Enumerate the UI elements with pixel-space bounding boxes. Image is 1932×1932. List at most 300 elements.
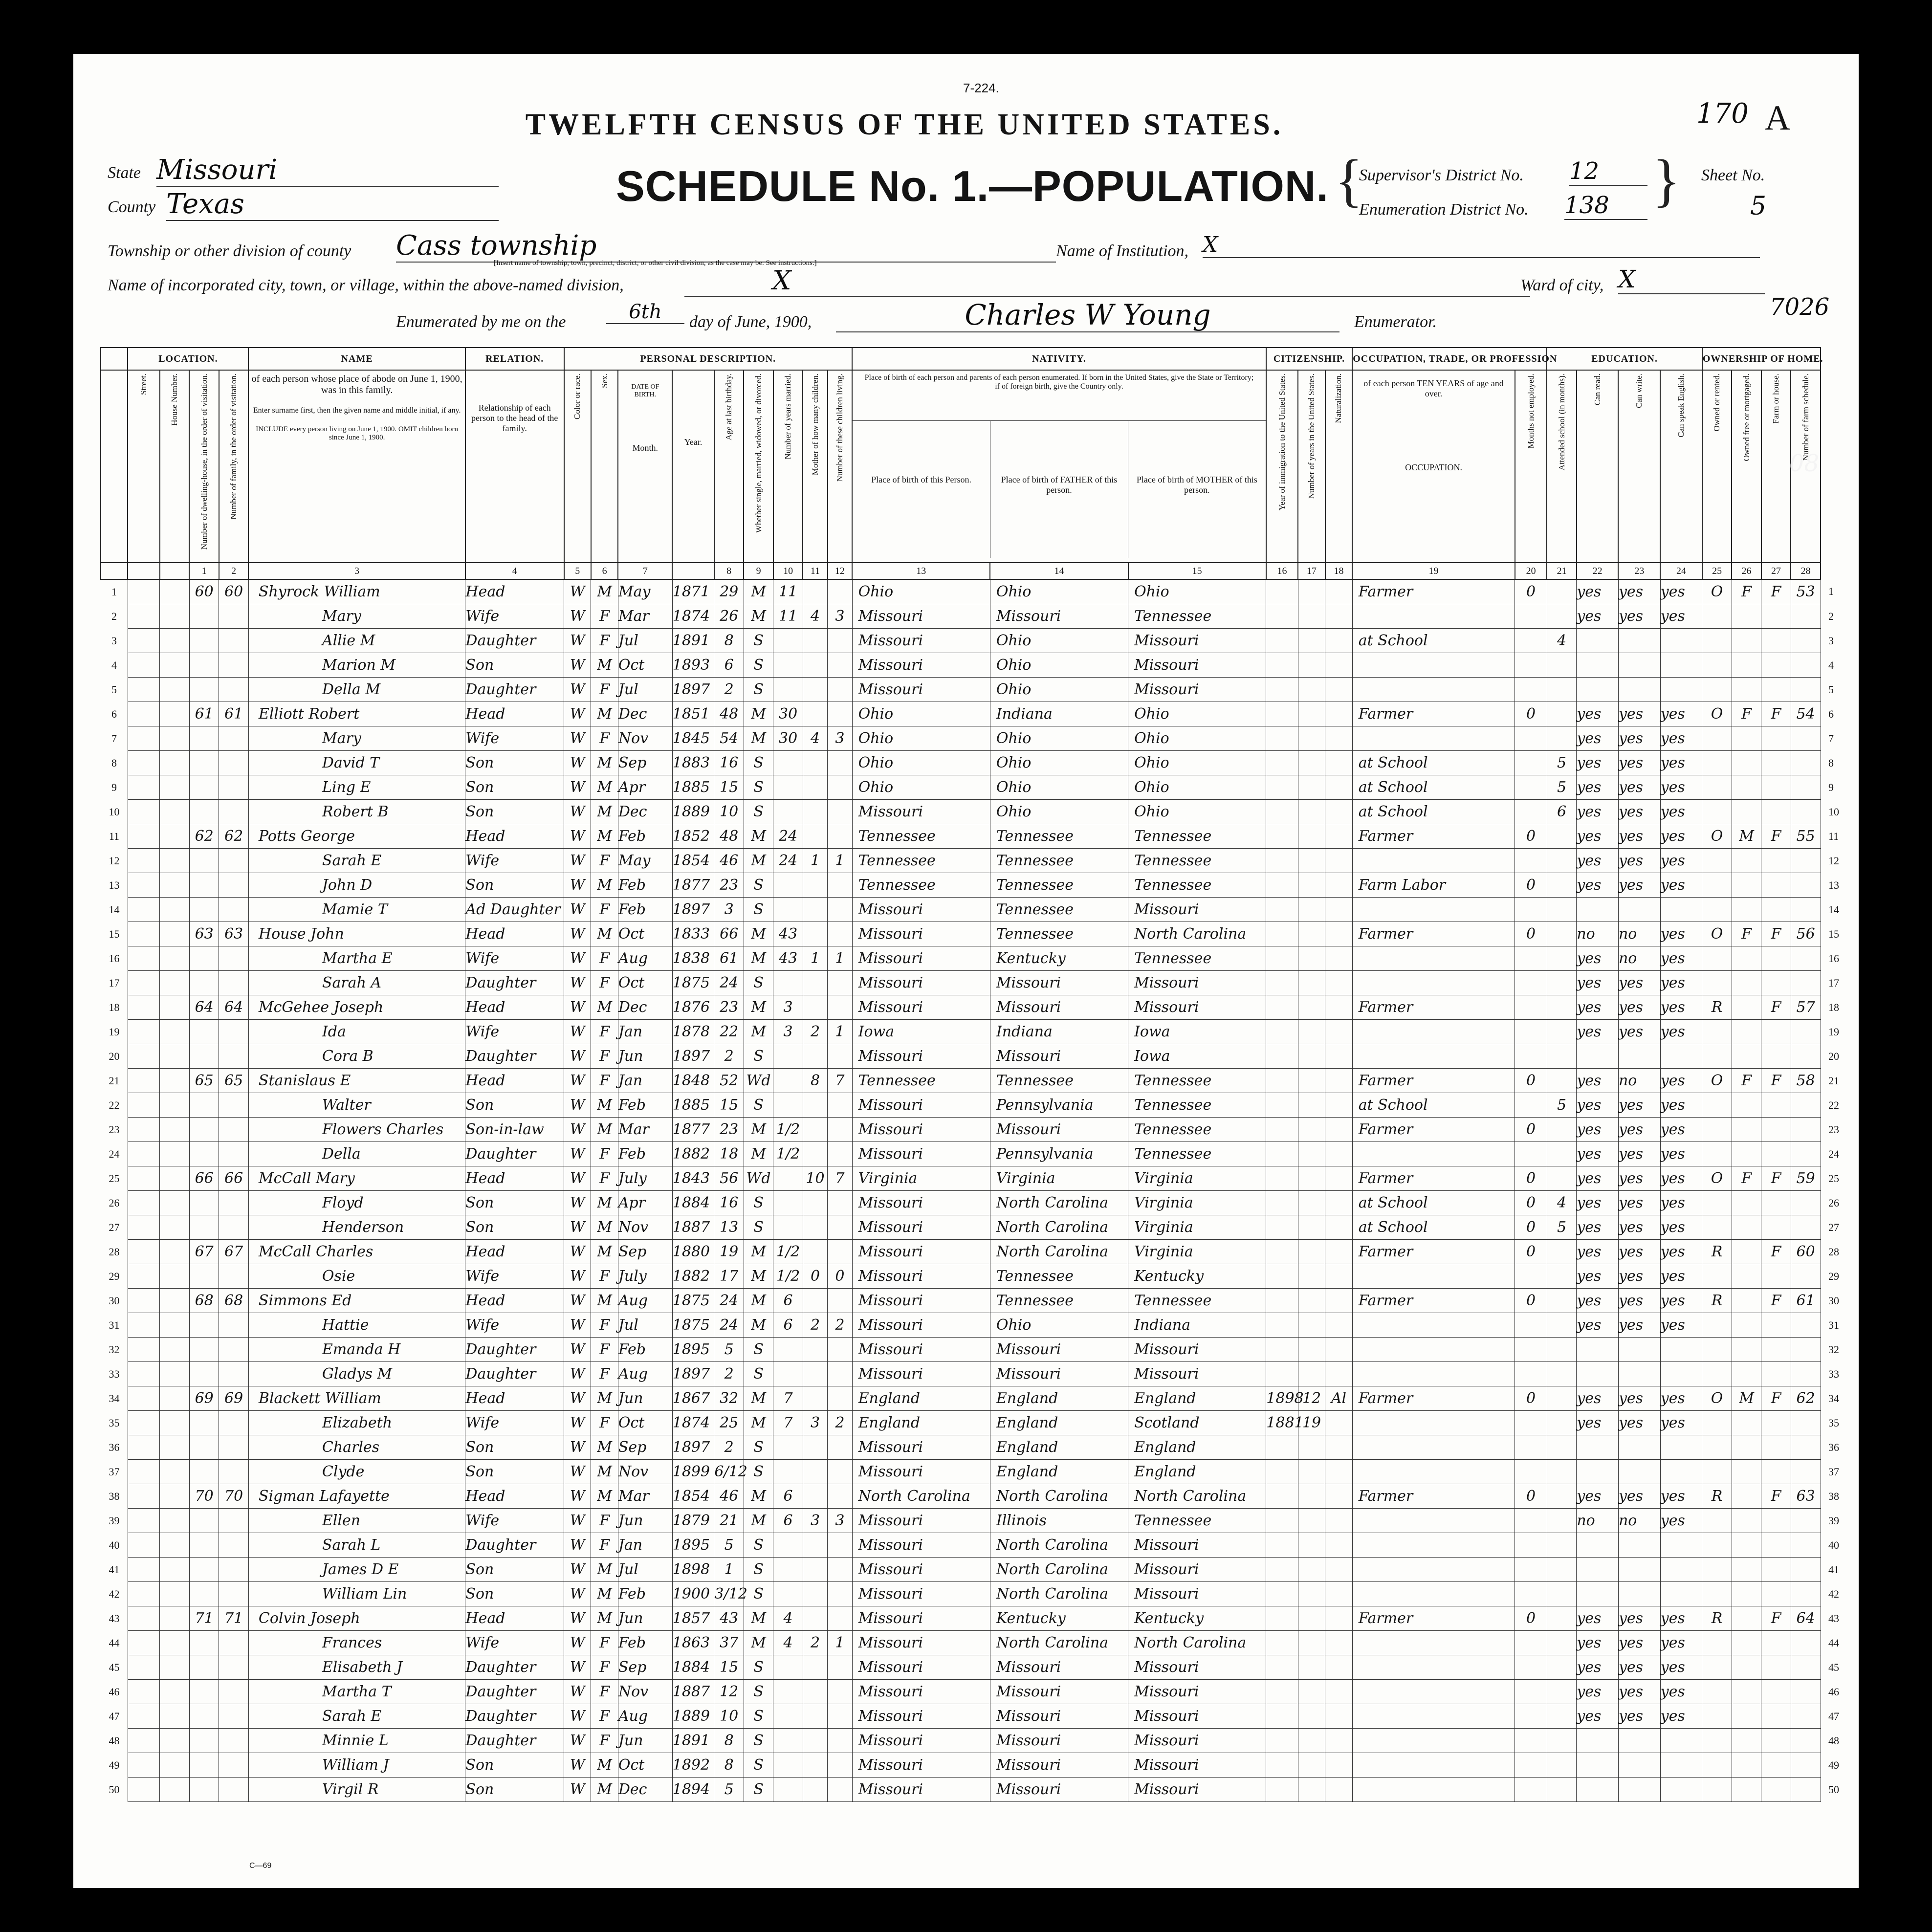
person-name: Henderson	[248, 1215, 465, 1240]
immigration-year	[1266, 922, 1298, 946]
months-unemployed: 0	[1515, 1191, 1547, 1215]
table-row	[101, 849, 1821, 873]
birthplace-mother: North Carolina	[1128, 1484, 1266, 1509]
can-read	[1577, 898, 1619, 922]
relation: Wife	[465, 1020, 564, 1044]
owned-rented	[1702, 629, 1732, 653]
column-number: 27	[1761, 563, 1791, 579]
children-living	[828, 824, 852, 849]
street	[128, 726, 160, 751]
can-read	[1577, 1435, 1619, 1460]
years-married	[773, 1753, 803, 1778]
line-number: 29	[109, 1270, 120, 1282]
farm-schedule: 63	[1791, 1484, 1821, 1509]
street	[128, 1166, 160, 1191]
age: 24	[714, 971, 744, 995]
sex: M	[591, 1289, 618, 1313]
mother-of	[803, 1533, 827, 1558]
farm-house	[1761, 849, 1791, 873]
line-number: 39	[109, 1514, 120, 1527]
farm-schedule	[1791, 1460, 1821, 1484]
mother-of	[803, 922, 827, 946]
mother-of	[803, 1778, 827, 1802]
can-read: yes	[1577, 1166, 1619, 1191]
mother-of	[803, 678, 827, 702]
relation: Head	[465, 995, 564, 1020]
house-number	[160, 1069, 189, 1093]
house-number	[160, 1386, 189, 1411]
birthplace-mother: Tennessee	[1128, 1142, 1266, 1166]
can-speak-english: yes	[1660, 1386, 1702, 1411]
population-table	[100, 347, 1821, 1802]
mother-of	[803, 1338, 827, 1362]
birth-month: Oct	[618, 922, 672, 946]
line-number-right: 46	[1828, 1685, 1839, 1698]
col-farm-house: Farm or house.	[1761, 370, 1791, 563]
line-number-right: 38	[1828, 1490, 1839, 1502]
occupation: Farmer	[1352, 1289, 1515, 1313]
dwelling-number: 71	[189, 1606, 219, 1631]
children-living	[828, 1753, 852, 1778]
family-number: 62	[219, 824, 249, 849]
relation: Wife	[465, 726, 564, 751]
dwelling-number	[189, 898, 219, 922]
months-unemployed: 0	[1515, 702, 1547, 726]
person-name: Ida	[248, 1020, 465, 1044]
table-row	[101, 1606, 1821, 1631]
can-read: yes	[1577, 604, 1619, 629]
farm-schedule	[1791, 1118, 1821, 1142]
line-number-right: 22	[1828, 1098, 1839, 1111]
column-number	[128, 563, 160, 579]
school-months	[1547, 726, 1576, 751]
table-row	[101, 1484, 1821, 1509]
years-in-us	[1298, 1093, 1325, 1118]
immigration-year	[1266, 824, 1298, 849]
months-unemployed	[1515, 849, 1547, 873]
dwelling-number	[189, 971, 219, 995]
can-read	[1577, 1753, 1619, 1778]
col-owned-free: Owned free or mortgaged.	[1732, 370, 1761, 563]
line-number-right: 48	[1828, 1734, 1839, 1747]
line-number: 12	[109, 854, 120, 867]
birthplace-person: Tennessee	[852, 873, 990, 898]
birth-year: 1882	[672, 1264, 714, 1289]
marital-status: M	[744, 726, 773, 751]
can-read	[1577, 629, 1619, 653]
immigration-year	[1266, 873, 1298, 898]
mother-of	[803, 1460, 827, 1484]
children-living: 0	[828, 1264, 852, 1289]
months-unemployed	[1515, 1093, 1547, 1118]
months-unemployed: 0	[1515, 1069, 1547, 1093]
children-living	[828, 1435, 852, 1460]
months-unemployed	[1515, 1778, 1547, 1802]
color: W	[564, 1435, 591, 1460]
birth-month: Feb	[618, 1582, 672, 1606]
family-number	[219, 1509, 249, 1533]
mother-of	[803, 1655, 827, 1680]
can-speak-english: yes	[1660, 1606, 1702, 1631]
farm-house	[1761, 800, 1791, 824]
family-number: 63	[219, 922, 249, 946]
table-row	[101, 1118, 1821, 1142]
birthplace-mother: Missouri	[1128, 995, 1266, 1020]
line-number: 45	[109, 1661, 120, 1673]
column-number: 25	[1702, 563, 1732, 579]
person-name: Frances	[248, 1631, 465, 1655]
relation: Wife	[465, 1411, 564, 1435]
can-read: yes	[1577, 702, 1619, 726]
immigration-year	[1266, 1313, 1298, 1338]
street	[128, 1264, 160, 1289]
marital-status: S	[744, 678, 773, 702]
birth-month: Aug	[618, 1362, 672, 1386]
page-number: 170	[1696, 98, 1749, 130]
line-number-right: 20	[1828, 1050, 1839, 1062]
immigration-year	[1266, 1753, 1298, 1778]
column-number: 3	[248, 563, 465, 579]
can-read: yes	[1577, 1386, 1619, 1411]
mother-of: 4	[803, 726, 827, 751]
birth-year: 1900	[672, 1582, 714, 1606]
children-living	[828, 1338, 852, 1362]
table-row	[101, 1142, 1821, 1166]
street	[128, 604, 160, 629]
birth-month: Nov	[618, 1680, 672, 1704]
house-number	[160, 971, 189, 995]
owned-free	[1732, 1753, 1761, 1778]
years-in-us	[1298, 1582, 1325, 1606]
age: 5	[714, 1338, 744, 1362]
can-read: yes	[1577, 995, 1619, 1020]
farm-schedule: 61	[1791, 1289, 1821, 1313]
dwelling-number	[189, 1704, 219, 1729]
immigration-year	[1266, 1020, 1298, 1044]
column-number: 7	[618, 563, 672, 579]
can-read: no	[1577, 1509, 1619, 1533]
birth-month: Jun	[618, 1606, 672, 1631]
birthplace-mother: Virginia	[1128, 1240, 1266, 1264]
birthplace-father: North Carolina	[990, 1215, 1128, 1240]
marital-status: S	[744, 873, 773, 898]
birth-month: Aug	[618, 946, 672, 971]
months-unemployed	[1515, 1044, 1547, 1069]
age: 48	[714, 702, 744, 726]
farm-schedule	[1791, 1704, 1821, 1729]
can-write	[1618, 653, 1660, 678]
family-number	[219, 1191, 249, 1215]
years-in-us	[1298, 849, 1325, 873]
children-living: 3	[828, 1509, 852, 1533]
owned-rented	[1702, 849, 1732, 873]
can-write: yes	[1618, 1680, 1660, 1704]
months-unemployed	[1515, 726, 1547, 751]
line-number: 33	[109, 1367, 120, 1380]
owned-free: F	[1732, 1069, 1761, 1093]
school-months	[1547, 1118, 1576, 1142]
birth-year: 1897	[672, 1435, 714, 1460]
occupation	[1352, 1778, 1515, 1802]
can-write	[1618, 1729, 1660, 1753]
family-number	[219, 1142, 249, 1166]
years-married	[773, 1069, 803, 1093]
months-unemployed	[1515, 678, 1547, 702]
birth-year: 1879	[672, 1509, 714, 1533]
table-row	[101, 1362, 1821, 1386]
birthplace-mother: Tennessee	[1128, 1118, 1266, 1142]
line-number-right: 34	[1828, 1392, 1839, 1405]
birth-year: 1897	[672, 678, 714, 702]
immigration-year	[1266, 1460, 1298, 1484]
birthplace-father: England	[990, 1460, 1128, 1484]
birth-year: 1854	[672, 1484, 714, 1509]
relation: Son	[465, 751, 564, 775]
line-number-right: 19	[1828, 1025, 1839, 1038]
birthplace-mother: Virginia	[1128, 1191, 1266, 1215]
children-living	[828, 702, 852, 726]
occupation	[1352, 1362, 1515, 1386]
col-farm-schedule: Number of farm schedule.	[1791, 370, 1821, 563]
table-row	[101, 678, 1821, 702]
owned-rented: O	[1702, 1069, 1732, 1093]
farm-house	[1761, 1215, 1791, 1240]
relation: Wife	[465, 1313, 564, 1338]
immigration-year	[1266, 604, 1298, 629]
immigration-year	[1266, 1069, 1298, 1093]
owned-rented	[1702, 653, 1732, 678]
can-write: yes	[1618, 1166, 1660, 1191]
line-number-right: 6	[1828, 707, 1834, 720]
children-living	[828, 678, 852, 702]
farm-schedule	[1791, 946, 1821, 971]
enum-district-label: Enumeration District No.	[1359, 200, 1529, 219]
naturalization	[1325, 1264, 1352, 1289]
birth-month: Sep	[618, 1240, 672, 1264]
farm-house	[1761, 1704, 1791, 1729]
family-number	[219, 1655, 249, 1680]
left-brace: {	[1335, 148, 1363, 213]
naturalization	[1325, 1558, 1352, 1582]
birth-month: Jul	[618, 1313, 672, 1338]
col-years-us: Number of years in the United States.	[1298, 370, 1325, 563]
birthplace-person: Missouri	[852, 1582, 990, 1606]
house-number	[160, 1729, 189, 1753]
relation: Son	[465, 1582, 564, 1606]
age: 66	[714, 922, 744, 946]
line-number-right: 32	[1828, 1343, 1839, 1356]
owned-rented: O	[1702, 824, 1732, 849]
age: 17	[714, 1264, 744, 1289]
relation: Head	[465, 1386, 564, 1411]
person-name: Floyd	[248, 1191, 465, 1215]
dwelling-number: 64	[189, 995, 219, 1020]
school-months	[1547, 1460, 1576, 1484]
marital-status: S	[744, 1460, 773, 1484]
sex: M	[591, 579, 618, 604]
person-name: Charles	[248, 1435, 465, 1460]
marital-status: M	[744, 604, 773, 629]
age: 22	[714, 1020, 744, 1044]
years-married	[773, 1778, 803, 1802]
can-speak-english	[1660, 629, 1702, 653]
birth-year: 1895	[672, 1533, 714, 1558]
dwelling-number: 70	[189, 1484, 219, 1509]
farm-schedule	[1791, 1215, 1821, 1240]
immigration-year	[1266, 1240, 1298, 1264]
can-write: yes	[1618, 1191, 1660, 1215]
owned-rented	[1702, 1118, 1732, 1142]
house-number	[160, 922, 189, 946]
birth-month: Nov	[618, 1215, 672, 1240]
school-months	[1547, 873, 1576, 898]
months-unemployed	[1515, 946, 1547, 971]
can-read: yes	[1577, 579, 1619, 604]
owned-free	[1732, 1411, 1761, 1435]
state-value: Missouri	[156, 154, 499, 187]
table-row	[101, 629, 1821, 653]
years-married	[773, 800, 803, 824]
enumerated-mid: day of June, 1900,	[689, 313, 812, 331]
marital-status: M	[744, 995, 773, 1020]
birthplace-father: Tennessee	[990, 824, 1128, 849]
owned-rented	[1702, 1362, 1732, 1386]
color: W	[564, 1704, 591, 1729]
birthplace-mother: England	[1128, 1460, 1266, 1484]
farm-house: F	[1761, 1484, 1791, 1509]
school-months	[1547, 1240, 1576, 1264]
children-living: 7	[828, 1166, 852, 1191]
dwelling-number: 62	[189, 824, 219, 849]
can-speak-english: yes	[1660, 1631, 1702, 1655]
owned-free	[1732, 1093, 1761, 1118]
color: W	[564, 849, 591, 873]
person-name: Mamie T	[248, 898, 465, 922]
house-number	[160, 1191, 189, 1215]
birthplace-father: North Carolina	[990, 1191, 1128, 1215]
immigration-year	[1266, 1264, 1298, 1289]
birth-year: 1898	[672, 1558, 714, 1582]
owned-free	[1732, 995, 1761, 1020]
color: W	[564, 678, 591, 702]
street	[128, 971, 160, 995]
years-married: 6	[773, 1313, 803, 1338]
line-number: 7	[111, 732, 117, 745]
family-number	[219, 775, 249, 800]
can-speak-english	[1660, 678, 1702, 702]
school-months: 5	[1547, 751, 1576, 775]
occupation	[1352, 1558, 1515, 1582]
table-row	[101, 1093, 1821, 1118]
street	[128, 1069, 160, 1093]
relation: Son	[465, 1753, 564, 1778]
owned-rented	[1702, 1778, 1732, 1802]
marital-status: Wd	[744, 1166, 773, 1191]
years-in-us	[1298, 1753, 1325, 1778]
can-read	[1577, 1582, 1619, 1606]
sex: F	[591, 1142, 618, 1166]
line-number: 31	[109, 1318, 120, 1331]
farm-schedule	[1791, 1191, 1821, 1215]
family-number	[219, 1264, 249, 1289]
birth-year: 1833	[672, 922, 714, 946]
children-living: 1	[828, 1631, 852, 1655]
sex: M	[591, 1606, 618, 1631]
relation: Daughter	[465, 1729, 564, 1753]
can-read: yes	[1577, 824, 1619, 849]
col-name-note: Enter surname first, then the given name and middle initial, if any.	[253, 406, 461, 415]
family-number	[219, 873, 249, 898]
table-row	[101, 800, 1821, 824]
birthplace-person: Missouri	[852, 1093, 990, 1118]
school-months	[1547, 1582, 1576, 1606]
dwelling-number	[189, 1533, 219, 1558]
table-row	[101, 751, 1821, 775]
age: 23	[714, 995, 744, 1020]
relation: Daughter	[465, 1680, 564, 1704]
owned-free: F	[1732, 922, 1761, 946]
sex: F	[591, 1533, 618, 1558]
naturalization	[1325, 1778, 1352, 1802]
supervisor-value: 12	[1569, 157, 1647, 186]
birth-year: 1897	[672, 1044, 714, 1069]
owned-rented	[1702, 873, 1732, 898]
birth-month: Dec	[618, 1778, 672, 1802]
immigration-year	[1266, 1118, 1298, 1142]
birthplace-mother: Virginia	[1128, 1166, 1266, 1191]
line-number-right: 7	[1828, 732, 1834, 745]
birth-year: 1887	[672, 1215, 714, 1240]
dwelling-number	[189, 800, 219, 824]
sex: F	[591, 1338, 618, 1362]
owned-free	[1732, 1044, 1761, 1069]
farm-schedule	[1791, 1558, 1821, 1582]
family-number	[219, 653, 249, 678]
owned-rented: O	[1702, 1386, 1732, 1411]
street	[128, 922, 160, 946]
birthplace-mother: Ohio	[1128, 579, 1266, 604]
house-number	[160, 946, 189, 971]
birth-month: Nov	[618, 726, 672, 751]
years-married: 4	[773, 1606, 803, 1631]
mother-of	[803, 898, 827, 922]
immigration-year	[1266, 1729, 1298, 1753]
dwelling-number	[189, 1582, 219, 1606]
age: 13	[714, 1215, 744, 1240]
line-number-right: 37	[1828, 1465, 1839, 1478]
years-in-us	[1298, 653, 1325, 678]
can-read	[1577, 678, 1619, 702]
school-months	[1547, 1631, 1576, 1655]
color: W	[564, 1020, 591, 1044]
line-number-right: 28	[1828, 1245, 1839, 1258]
owned-rented: R	[1702, 1606, 1732, 1631]
family-number	[219, 946, 249, 971]
occupation	[1352, 604, 1515, 629]
relation: Head	[465, 1069, 564, 1093]
street	[128, 1093, 160, 1118]
ward-value: X	[1618, 265, 1765, 294]
birthplace-person: England	[852, 1411, 990, 1435]
years-married	[773, 1215, 803, 1240]
relation: Head	[465, 1484, 564, 1509]
children-living	[828, 1191, 852, 1215]
column-number: 8	[714, 563, 744, 579]
birthplace-father: Missouri	[990, 1655, 1128, 1680]
can-speak-english: yes	[1660, 1509, 1702, 1533]
years-married	[773, 873, 803, 898]
years-married	[773, 678, 803, 702]
